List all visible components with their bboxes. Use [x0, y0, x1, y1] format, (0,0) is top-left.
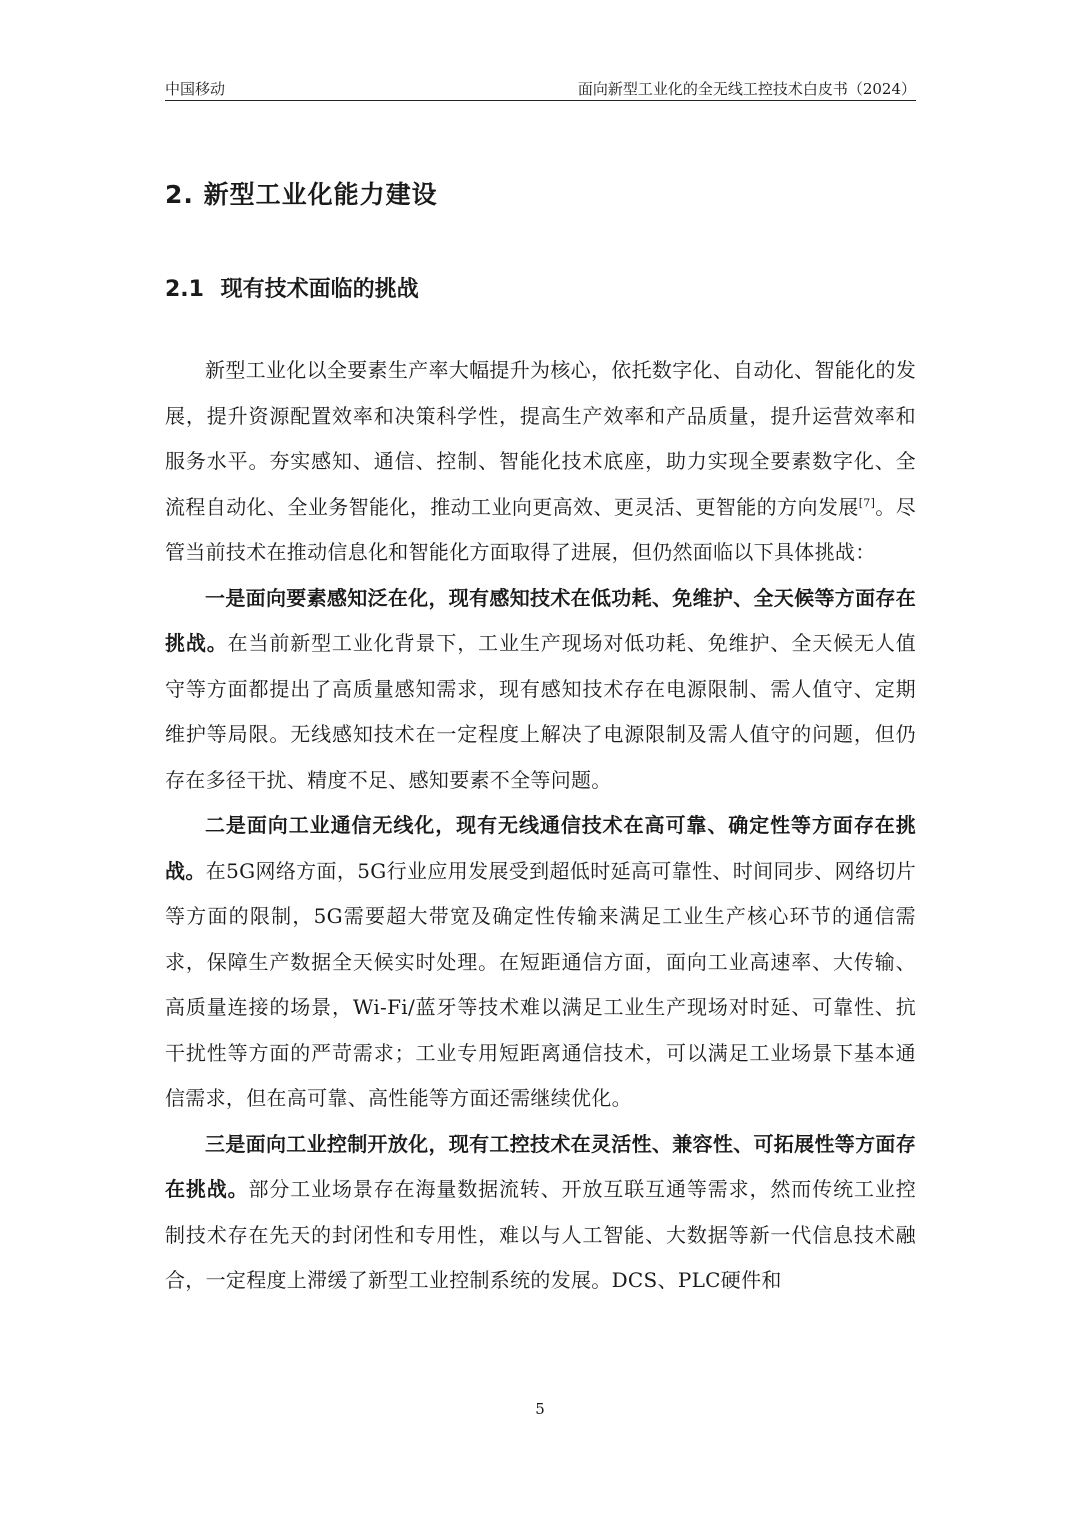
intro-paragraph [165, 348, 916, 576]
challenge-text-communication: 在5G网络方面，5G行业应用发展受到超低时延高可靠性、时间同步、网络切片等方面的限制，5G需要超大带宽及确定性传输来满足工业生产核心环节的通信需求，保障生产数据全天候实时处理。在短距通信方面，面向工业高速率、大传输、高质量连接的场景，Wi-Fi/蓝牙等技术难以满足工业生产现场对时延、可靠性、抗干扰性等方面的严苛需求；工业专用短距离通信技术，可以满足工业场景下基本通信需求，但在高可靠、高性能等方面还需继续优化。 [165, 858, 916, 1110]
subsection-number: 2.1 [165, 277, 204, 302]
header-organization: 中国移动 [165, 80, 226, 98]
subsection-heading [165, 272, 419, 303]
header-document-title: 面向新型工业化的全无线工控技术白皮书（2024） [577, 80, 916, 98]
challenge-lead-control: 三是面向工业控制开放化，现有工控技术在灵活性、兼容性、可拓展性等方面存在挑战。 [165, 1131, 916, 1201]
challenge-lead-communication: 二是面向工业通信无线化，现有无线通信技术在高可靠、确定性等方面存在挑战。 [165, 813, 916, 883]
page-number: 5 [535, 1400, 545, 1418]
body-text [165, 348, 916, 1304]
challenge-paragraph-communication [165, 803, 916, 1122]
challenge-lead-sensing: 一是面向要素感知泛在化，现有感知技术在低功耗、免维护、全天候等方面存在挑战。 [165, 585, 916, 655]
intro-text-continued: 。尽管当前技术在推动信息化和智能化方面取得了进展，但仍然面临以下具体挑战： [165, 494, 916, 564]
challenge-text-sensing: 在当前新型工业化背景下，工业生产现场对低功耗、免维护、全天候无人值守等方面都提出了高质量感知需求，现有感知技术存在电源限制、需人值守、定期维护等局限。无线感知技术在一定程度上解决了电源限制及需人值守的问题，但仍存在多径干扰、精度不足、感知要素不全等问题。 [165, 631, 916, 792]
section-number: 2. [165, 180, 194, 209]
subsection-title: 现有技术面临的挑战 [220, 277, 419, 302]
page-header [165, 76, 916, 101]
challenge-paragraph-control [165, 1122, 916, 1304]
section-title: 新型工业化能力建设 [203, 180, 438, 209]
intro-text: 新型工业化以全要素生产率大幅提升为核心，依托数字化、自动化、智能化的发展，提升资源配置效率和决策科学性，提高生产效率和产品质量，提升运营效率和服务水平。夯实感知、通信、控制、智能化技术底座，助力实现全要素数字化、全流程自动化、全业务智能化，推动工业向更高效、更灵活、更智能的方向发展 [165, 358, 916, 519]
citation-ref: [7] [858, 495, 876, 509]
challenge-text-control: 部分工业场景存在海量数据流转、开放互联互通等需求，然而传统工业控制技术存在先天的封闭性和专用性，难以与人工智能、大数据等新一代信息技术融合，一定程度上滞缓了新型工业控制系统的发展。DCS、PLC硬件和 [165, 1177, 916, 1292]
challenge-paragraph-sensing [165, 576, 916, 804]
section-heading [165, 175, 438, 211]
